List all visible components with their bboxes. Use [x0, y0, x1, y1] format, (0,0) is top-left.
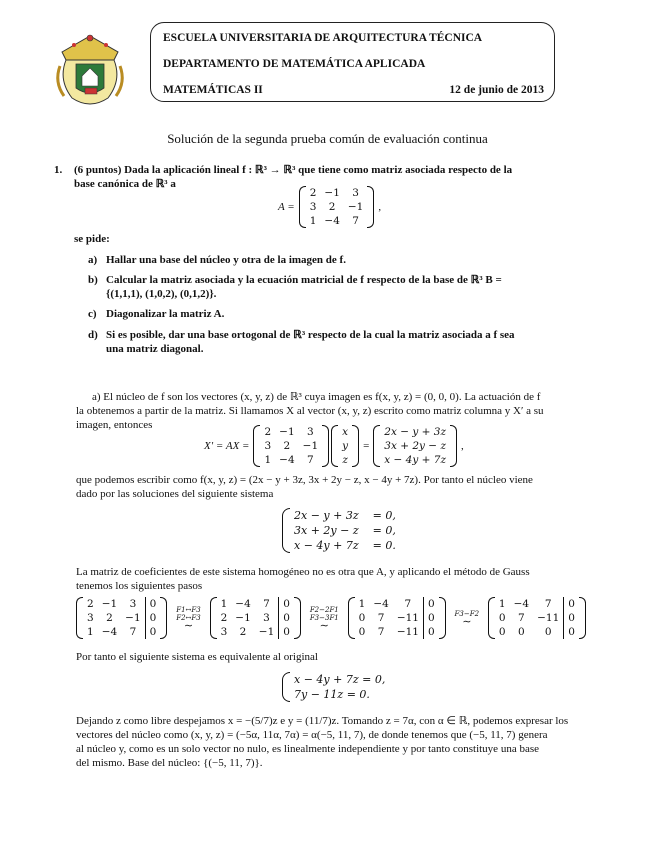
gauss-op-text: F2−2F1 [309, 606, 339, 614]
gauss-cell: 0 [279, 625, 294, 639]
gauss-cell: 7 [518, 612, 525, 624]
gauss-cell: 7 [544, 598, 552, 610]
gauss-cell: −4 [513, 598, 530, 610]
eq1-res-cell: 3x + 2y − z [384, 440, 446, 452]
item-c-label: c) [88, 308, 97, 320]
solution-p5-line3: al núcleo y, como es un solo vector no nulo, es linealmente independiente y por tanto constituye una base [76, 743, 539, 755]
matrix-a-tail: , [378, 201, 382, 213]
matrix-a-cell: −1 [347, 201, 364, 213]
system-1 [282, 508, 396, 553]
system-2-row: 7y − 11z = 0. [294, 688, 370, 701]
eq1-matrix-a [253, 425, 329, 467]
system-1-row: 2x − y + 3z = 0, [294, 509, 396, 522]
gauss-cell: 0 [358, 626, 366, 638]
gauss-cell: 0 [423, 597, 438, 611]
eq1-a-cell: −1 [279, 426, 295, 438]
item-b-label: b) [88, 274, 98, 286]
matrix-a-cell: 3 [352, 187, 359, 199]
eq1-a-cell: 3 [307, 426, 314, 438]
matrix-a-cell: 7 [352, 215, 359, 227]
matrix-a-label: A = [278, 201, 295, 213]
matrix-a-cell: −1 [324, 187, 340, 199]
gauss-cell: 2 [106, 612, 113, 624]
eq1-a-cell: 2 [264, 426, 272, 438]
document-title: Solución de la segunda prueba común de evaluación continua [167, 131, 488, 146]
gauss-cell: 0 [145, 597, 160, 611]
matrix-a-cell: 2 [328, 201, 336, 213]
gauss-matrix-1 [210, 597, 301, 639]
gauss-cell: −4 [235, 598, 251, 610]
gauss-cell: 2 [220, 612, 228, 624]
gauss-cell: 0 [145, 611, 160, 625]
gauss-cell: −4 [101, 626, 118, 638]
problem-statement-line2: base canónica de ℝ³ a [74, 178, 176, 190]
gauss-cell: 0 [564, 625, 579, 639]
gauss-cell: 7 [404, 598, 412, 610]
tilde-symbol: ∼ [462, 615, 472, 628]
tilde-symbol: ∼ [319, 619, 329, 632]
gauss-cell: 3 [263, 612, 270, 624]
item-d-text-line1: Si es posible, dar una base ortogonal de ℝ³ respecto de la cual la matriz asociada a f sea [106, 329, 515, 341]
eq1-lhs: X′ = AX = [204, 440, 250, 452]
gauss-op-text: F3−F2 [454, 610, 480, 618]
eq1-res-cell: x − 4y + 7z [384, 454, 446, 466]
solution-p3-line1: La matriz de coeficientes de este sistema homogéneo no es otra que A, y aplicando el método de Gauss [76, 566, 530, 578]
gauss-cell: 0 [544, 626, 552, 638]
gauss-matrix-0 [76, 597, 167, 639]
matrix-a-cell: 3 [309, 201, 317, 213]
solution-p4: Por tanto el siguiente sistema es equivalente al original [76, 651, 318, 663]
eq1-result [373, 425, 457, 467]
solution-p5-line2: vectores del núcleo como (x, y, z) = (−5α, 11α, 7α) = α(−5, 11, 7), de donde tenemos que (−5, 11, 7) genera [76, 729, 548, 741]
gauss-cell: 0 [498, 612, 506, 624]
eq1-equals: = [363, 440, 370, 452]
course-name: MATEMÁTICAS II [163, 84, 263, 96]
gauss-cell: 1 [358, 598, 366, 610]
gauss-cell: 3 [129, 598, 137, 610]
item-c-text: Diagonalizar la matriz A. [106, 308, 225, 320]
gauss-matrix-3 [488, 597, 586, 639]
gauss-matrix-2 [348, 597, 446, 639]
matrix-a-equation [278, 186, 381, 228]
gauss-op-1 [310, 606, 339, 630]
gauss-cell: 3 [220, 626, 228, 638]
gauss-cell: −11 [396, 626, 419, 638]
eq1-a-cell: 2 [283, 440, 291, 452]
matrix-a-cell: 2 [309, 187, 317, 199]
gauss-cell: 3 [87, 612, 94, 624]
gauss-op-0 [176, 606, 201, 630]
solution-p2-line2: dado por las soluciones del siguiente sistema [76, 488, 274, 500]
gauss-cell: 7 [263, 598, 270, 610]
gauss-cell: 0 [423, 625, 438, 639]
gauss-op-2 [455, 610, 480, 626]
matrix-a [299, 186, 375, 228]
eq1-vec-cell: z [342, 454, 348, 466]
eq1-res-cell: 2x − y + 3z [384, 426, 446, 438]
matrix-a-cell: 1 [309, 215, 317, 227]
gauss-op-text: F2↔F3 [176, 614, 201, 622]
eq1-vec-cell: y [342, 440, 349, 452]
solution-p5-line4: del mismo. Base del núcleo: {(−5, 11, 7)}. [76, 757, 263, 769]
problem-ask: se pide: [74, 233, 110, 245]
gauss-cell: 0 [279, 597, 294, 611]
gauss-cell: 0 [279, 611, 294, 625]
gauss-op-text: F3−3F1 [309, 614, 339, 622]
gauss-cell: −1 [125, 612, 141, 624]
department-name: DEPARTAMENTO DE MATEMÁTICA APLICADA [163, 58, 426, 70]
gauss-cell: 7 [377, 612, 385, 624]
system-2 [282, 672, 385, 702]
gauss-cell: 0 [145, 625, 160, 639]
gauss-cell: 0 [564, 611, 579, 625]
gauss-cell: 2 [87, 598, 94, 610]
gauss-cell: 1 [220, 598, 228, 610]
item-a-label: a) [88, 254, 98, 266]
eq1-vec-cell: x [342, 426, 349, 438]
solution-p1-line1: a) El núcleo de f son los vectores (x, y, z) de ℝ³ cuya imagen es f(x, y, z) = (0, 0, 0). La actuación de f [92, 391, 541, 403]
problem-number: 1. [54, 164, 63, 176]
problem-statement-line1: (6 puntos) Dada la aplicación lineal f : ℝ³ → ℝ³ que tiene como matriz asociada respecto de la [74, 164, 513, 176]
solution-p1-line2: la obtenemos a partir de la matriz. Si llamamos X al vector (x, y, z) escrito como matriz columna y X′ a su [76, 405, 544, 417]
gauss-cell: 0 [498, 626, 506, 638]
solution-p2-line1: que podemos escribir como f(x, y, z) = (2x − y + 3z, 3x + 2y − z, x − 4y + 7z). Por tanto el núcleo viene [76, 474, 533, 486]
solution-p3-line2: tenemos los siguientes pasos [76, 580, 203, 592]
item-d-text-line2: una matriz diagonal. [106, 343, 204, 355]
gauss-cell: −11 [396, 612, 419, 624]
gauss-cell: 1 [87, 626, 94, 638]
gauss-cell: 0 [423, 611, 438, 625]
equation-x-prime [204, 425, 464, 467]
header-box [150, 22, 555, 102]
gauss-cell: 7 [129, 626, 137, 638]
eq1-a-cell: −1 [302, 440, 319, 452]
solution-p5-line1: Dejando z como libre despejamos x = −(5/7)z e y = (11/7)z. Tomando z = 7α, con α ∈ ℝ, podemos expresar los [76, 715, 569, 727]
eq1-a-cell: 3 [264, 440, 272, 452]
eq1-a-cell: −4 [279, 454, 295, 466]
eq1-tail: , [460, 440, 464, 452]
gauss-op-text: F1↔F3 [176, 606, 201, 614]
gauss-cell: 7 [377, 626, 385, 638]
gauss-cell: 2 [239, 626, 247, 638]
gauss-cell: 0 [518, 626, 525, 638]
matrix-a-cell: −4 [324, 215, 340, 227]
school-name: ESCUELA UNIVERSITARIA DE ARQUITECTURA TÉCNICA [163, 32, 483, 44]
gauss-cell: 0 [564, 597, 579, 611]
gauss-cell: −1 [258, 626, 275, 638]
gauss-elimination [76, 597, 586, 639]
system-1-row: x − 4y + 7z = 0. [294, 539, 396, 552]
item-b-text-line2: {(1,1,1), (1,0,2), (0,1,2)}. [106, 288, 217, 300]
tilde-symbol: ∼ [183, 619, 194, 632]
eq1-a-cell: 7 [307, 454, 314, 466]
eq1-vector-xyz [331, 425, 359, 467]
gauss-cell: 1 [498, 598, 506, 610]
school-crest-icon [52, 30, 128, 108]
system-1-row: 3x + 2y − z = 0, [294, 524, 396, 537]
gauss-cell: 0 [358, 612, 366, 624]
item-b-text-line1: Calcular la matriz asociada y la ecuación matricial de f respecto de la base de ℝ³ B = [106, 274, 502, 286]
item-a-text: Hallar una base del núcleo y otra de la imagen de f. [106, 254, 346, 266]
item-d-label: d) [88, 329, 98, 341]
gauss-cell: −11 [537, 612, 560, 624]
solution-p1-line3: imagen, entonces [76, 419, 153, 431]
exam-date: 12 de junio de 2013 [449, 84, 544, 96]
gauss-cell: −4 [373, 598, 389, 610]
system-2-row: x − 4y + 7z = 0, [294, 673, 386, 686]
eq1-a-cell: 1 [264, 454, 272, 466]
gauss-cell: −1 [235, 612, 251, 624]
gauss-cell: −1 [101, 598, 118, 610]
